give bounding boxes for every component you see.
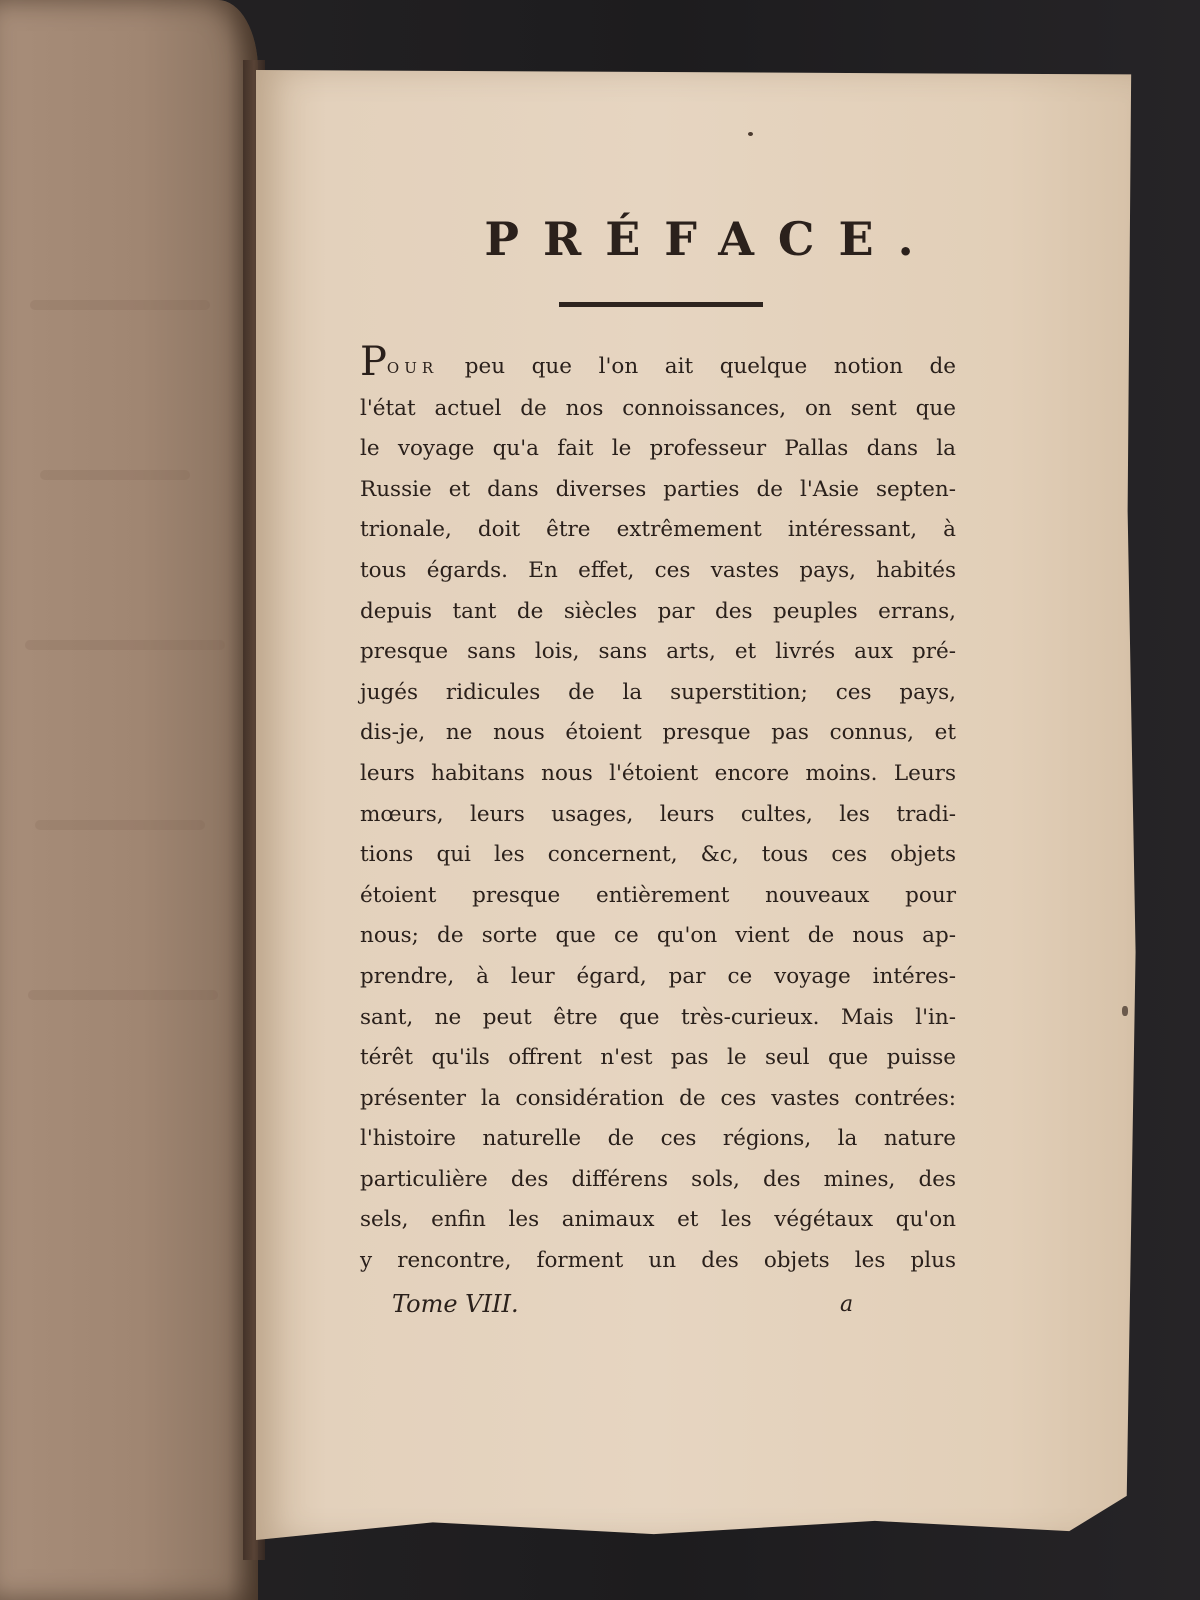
bleed-through-mark bbox=[35, 820, 205, 830]
preface-body bbox=[360, 339, 956, 1282]
small-caps-word: OUR bbox=[386, 359, 439, 377]
text-line: térêt qu'ils offrent n'est pas le seul que puisse bbox=[360, 1045, 956, 1071]
text-line: mœurs, leurs usages, leurs cultes, les tradi- bbox=[360, 801, 956, 827]
text-line: jugés ridicules de la superstition; ces pays, bbox=[360, 679, 956, 705]
text-line: présenter la considération de ces vastes contrées: bbox=[360, 1085, 956, 1111]
bleed-through-mark bbox=[30, 300, 210, 310]
text-line: nous; de sorte que ce qu'on vient de nous ap- bbox=[360, 923, 956, 949]
bleed-through-mark bbox=[40, 470, 190, 480]
text-line: sels, enfin les animaux et les végétaux qu'on bbox=[360, 1207, 956, 1233]
text-line: l'histoire naturelle de ces régions, la nature bbox=[360, 1126, 956, 1152]
text-line: l'état actuel de nos connoissances, on sent que bbox=[360, 395, 956, 421]
ink-speck bbox=[748, 132, 753, 136]
text-line: tous égards. En effet, ces vastes pays, habités bbox=[360, 557, 956, 583]
text-line: étoient presque entièrement nouveaux pour bbox=[360, 882, 956, 908]
drop-cap: P bbox=[360, 339, 387, 385]
text-line: particulière des différens sols, des mines, des bbox=[360, 1166, 956, 1192]
volume-footer: Tome VIII. bbox=[392, 1290, 519, 1318]
text-line: sant, ne peut être que très-curieux. Mais l'in- bbox=[360, 1004, 956, 1030]
title-rule bbox=[559, 302, 763, 307]
text-line: leurs habitans nous l'étoient encore moins. Leurs bbox=[360, 760, 956, 786]
bleed-through-mark bbox=[28, 990, 218, 1000]
text-line: y rencontre, forment un des objets les plus bbox=[360, 1248, 956, 1274]
text-line: dis-je, ne nous étoient presque pas connus, et bbox=[360, 720, 956, 746]
signature-mark: a bbox=[840, 1292, 854, 1317]
text-line: prendre, à leur égard, par ce voyage intéres- bbox=[360, 963, 956, 989]
text-line: trionale, doit être extrêmement intéressant, à bbox=[360, 517, 956, 543]
facing-page-left bbox=[0, 0, 258, 1600]
text-line-content: peu que l'on ait quelque notion de bbox=[438, 354, 956, 379]
bleed-through-mark bbox=[25, 640, 225, 650]
text-line: Russie et dans diverses parties de l'Asie septen- bbox=[360, 476, 956, 502]
page-title: PRÉFACE. bbox=[484, 212, 938, 266]
text-line: tions qui les concernent, &c, tous ces objets bbox=[360, 842, 956, 868]
paper-mark bbox=[1122, 1006, 1128, 1016]
text-line: le voyage qu'a fait le professeur Pallas dans la bbox=[360, 436, 956, 462]
text-line: presque sans lois, sans arts, et livrés aux pré- bbox=[360, 639, 956, 665]
text-line: depuis tant de siècles par des peuples errans, bbox=[360, 598, 956, 624]
text-line bbox=[360, 339, 956, 389]
